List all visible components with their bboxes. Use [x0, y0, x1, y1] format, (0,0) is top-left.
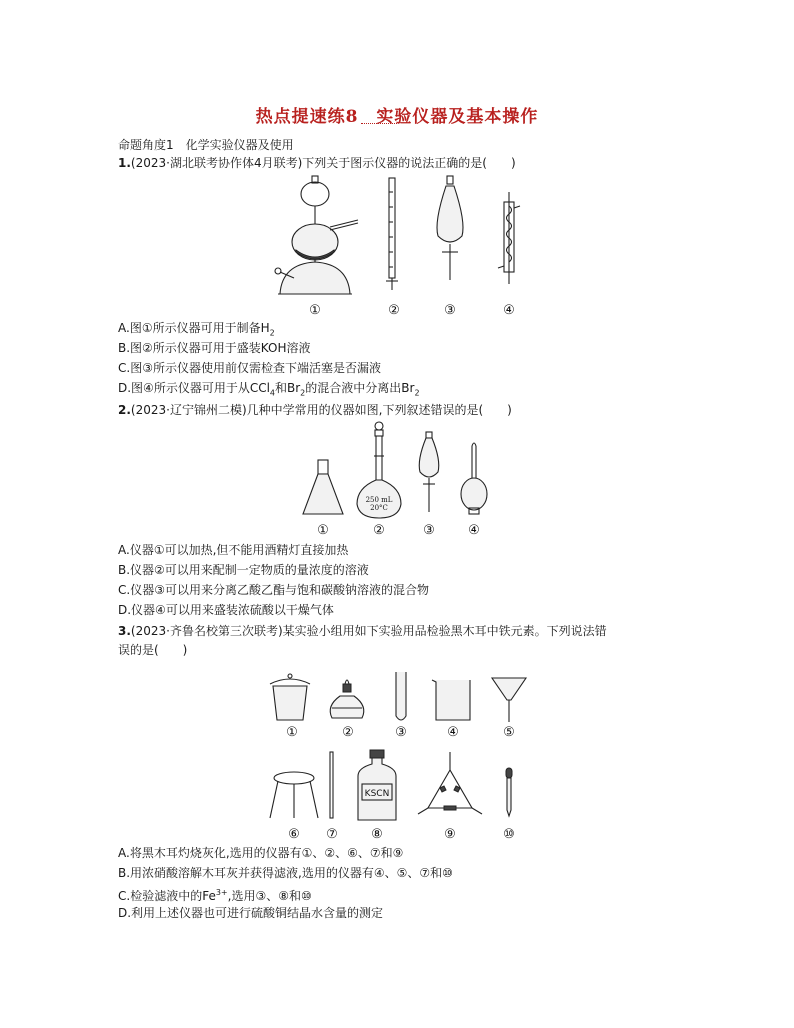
test-tube-icon — [395, 672, 407, 740]
crucible-icon — [270, 674, 310, 740]
q2-label-3: ③ — [423, 523, 435, 538]
q3-label-3: ③ — [395, 725, 407, 740]
q3-label-5: ⑤ — [503, 725, 515, 740]
condenser-icon — [498, 192, 520, 318]
kscn-label: KSCN — [364, 789, 390, 799]
q3-label-2: ② — [342, 725, 354, 740]
flask-volume-text: 250 mL — [365, 496, 393, 504]
q3-option-a: A.将黑木耳灼烧灰化,选用的仪器有①、②、⑥、⑦和⑨ — [118, 846, 404, 860]
separatory-funnel-icon — [437, 176, 463, 318]
q2-option-a: A.仪器①可以加热,但不能用酒精灯直接加热 — [118, 543, 349, 557]
q2-number: 2. — [118, 403, 131, 417]
tripod-icon — [270, 772, 318, 842]
q3-option-d: D.利用上述仪器也可进行硫酸铜结晶水含量的测定 — [118, 906, 384, 920]
funnel-icon — [492, 678, 526, 740]
q3-label-4: ④ — [447, 725, 459, 740]
q3-stem-line1: 3.(2023·齐鲁名校第三次联考)某实验小组用如下实验用品检验黑木耳中铁元素。下列说法错 — [118, 624, 607, 638]
flask-temp-text: 20°C — [370, 504, 388, 512]
dropper-icon — [503, 768, 515, 842]
q2-stem-text: (2023·辽宁锦州二模)几种中学常用的仪器如图,下列叙述错误的是( ) — [130, 403, 512, 417]
q1-stem — [118, 155, 516, 171]
q1-figure — [270, 172, 560, 320]
page-title: 热点提速练8 实验仪器及基本操作 — [255, 107, 539, 127]
q3-label-7: ⑦ — [326, 827, 338, 842]
clay-triangle-icon — [418, 752, 482, 842]
glass-rod-icon — [326, 752, 338, 842]
drying-tube-icon — [461, 443, 487, 538]
q1-number: 1. — [118, 156, 131, 170]
conical-flask-icon — [303, 460, 343, 538]
q1-label-1: ① — [309, 303, 321, 318]
q3-option-c: C.检验滤液中的$Fe^{3+}$,选用③、⑧和⑩ — [118, 888, 312, 903]
q1-stem-text: (2023·湖北联考协作体4月联考)下列关于图示仪器的说法正确的是( ) — [130, 156, 516, 170]
q3-option-b: B.用浓硝酸溶解木耳灰并获得滤液,选用的仪器有④、⑤、⑦和⑩ — [118, 866, 453, 880]
q1-option-a: A.图①所示仪器可用于制备$H_2$ — [118, 321, 275, 338]
q1-label-3: ③ — [444, 303, 456, 318]
volumetric-flask-icon — [357, 422, 401, 538]
beaker-icon — [432, 680, 470, 740]
q3-stem-line2: 误的是( ) — [118, 643, 188, 657]
q3-number: 3. — [118, 624, 131, 638]
q3-label-6: ⑥ — [288, 827, 300, 842]
q1-label-4: ④ — [503, 303, 515, 318]
q1-option-d: D.图④所示仪器可用于从CCl$_4$和$Br_2$的混合液中分离出$Br_2$ — [118, 381, 420, 398]
q2-label-1: ① — [317, 523, 329, 538]
q2-option-c: C.仪器③可以用来分离乙酸乙酯与饱和碳酸钠溶液的混合物 — [118, 583, 429, 597]
q3-label-10: ⑩ — [503, 827, 515, 842]
separatory-funnel-icon — [419, 432, 439, 538]
q2-option-d: D.仪器④可以用来盛装浓硫酸以干燥气体 — [118, 603, 334, 617]
alcohol-lamp-icon — [330, 680, 364, 740]
q1-option-c: C.图③所示仪器使用前仅需检查下端活塞是否漏液 — [118, 361, 381, 375]
q3-figure-row2 — [260, 748, 530, 844]
q2-label-4: ④ — [468, 523, 480, 538]
q2-label-2: ② — [373, 523, 385, 538]
q3-label-8: ⑧ — [371, 827, 383, 842]
q1-option-b: B.图②所示仪器可用于盛装KOH溶液 — [118, 341, 311, 355]
title-underline — [361, 123, 397, 124]
q1-label-2: ② — [388, 303, 400, 318]
q2-stem — [118, 402, 512, 418]
section-heading: 命题角度1 化学实验仪器及使用 — [118, 138, 294, 152]
reagent-bottle-icon — [358, 750, 396, 842]
burette-icon — [386, 178, 400, 318]
q3-label-9: ⑨ — [444, 827, 456, 842]
q2-figure — [295, 420, 495, 540]
q3-label-1: ① — [286, 725, 298, 740]
q2-option-b: B.仪器②可以用来配制一定物质的量浓度的溶液 — [118, 563, 369, 577]
kipp-apparatus-icon — [275, 176, 358, 318]
q3-figure-row1 — [260, 670, 530, 742]
